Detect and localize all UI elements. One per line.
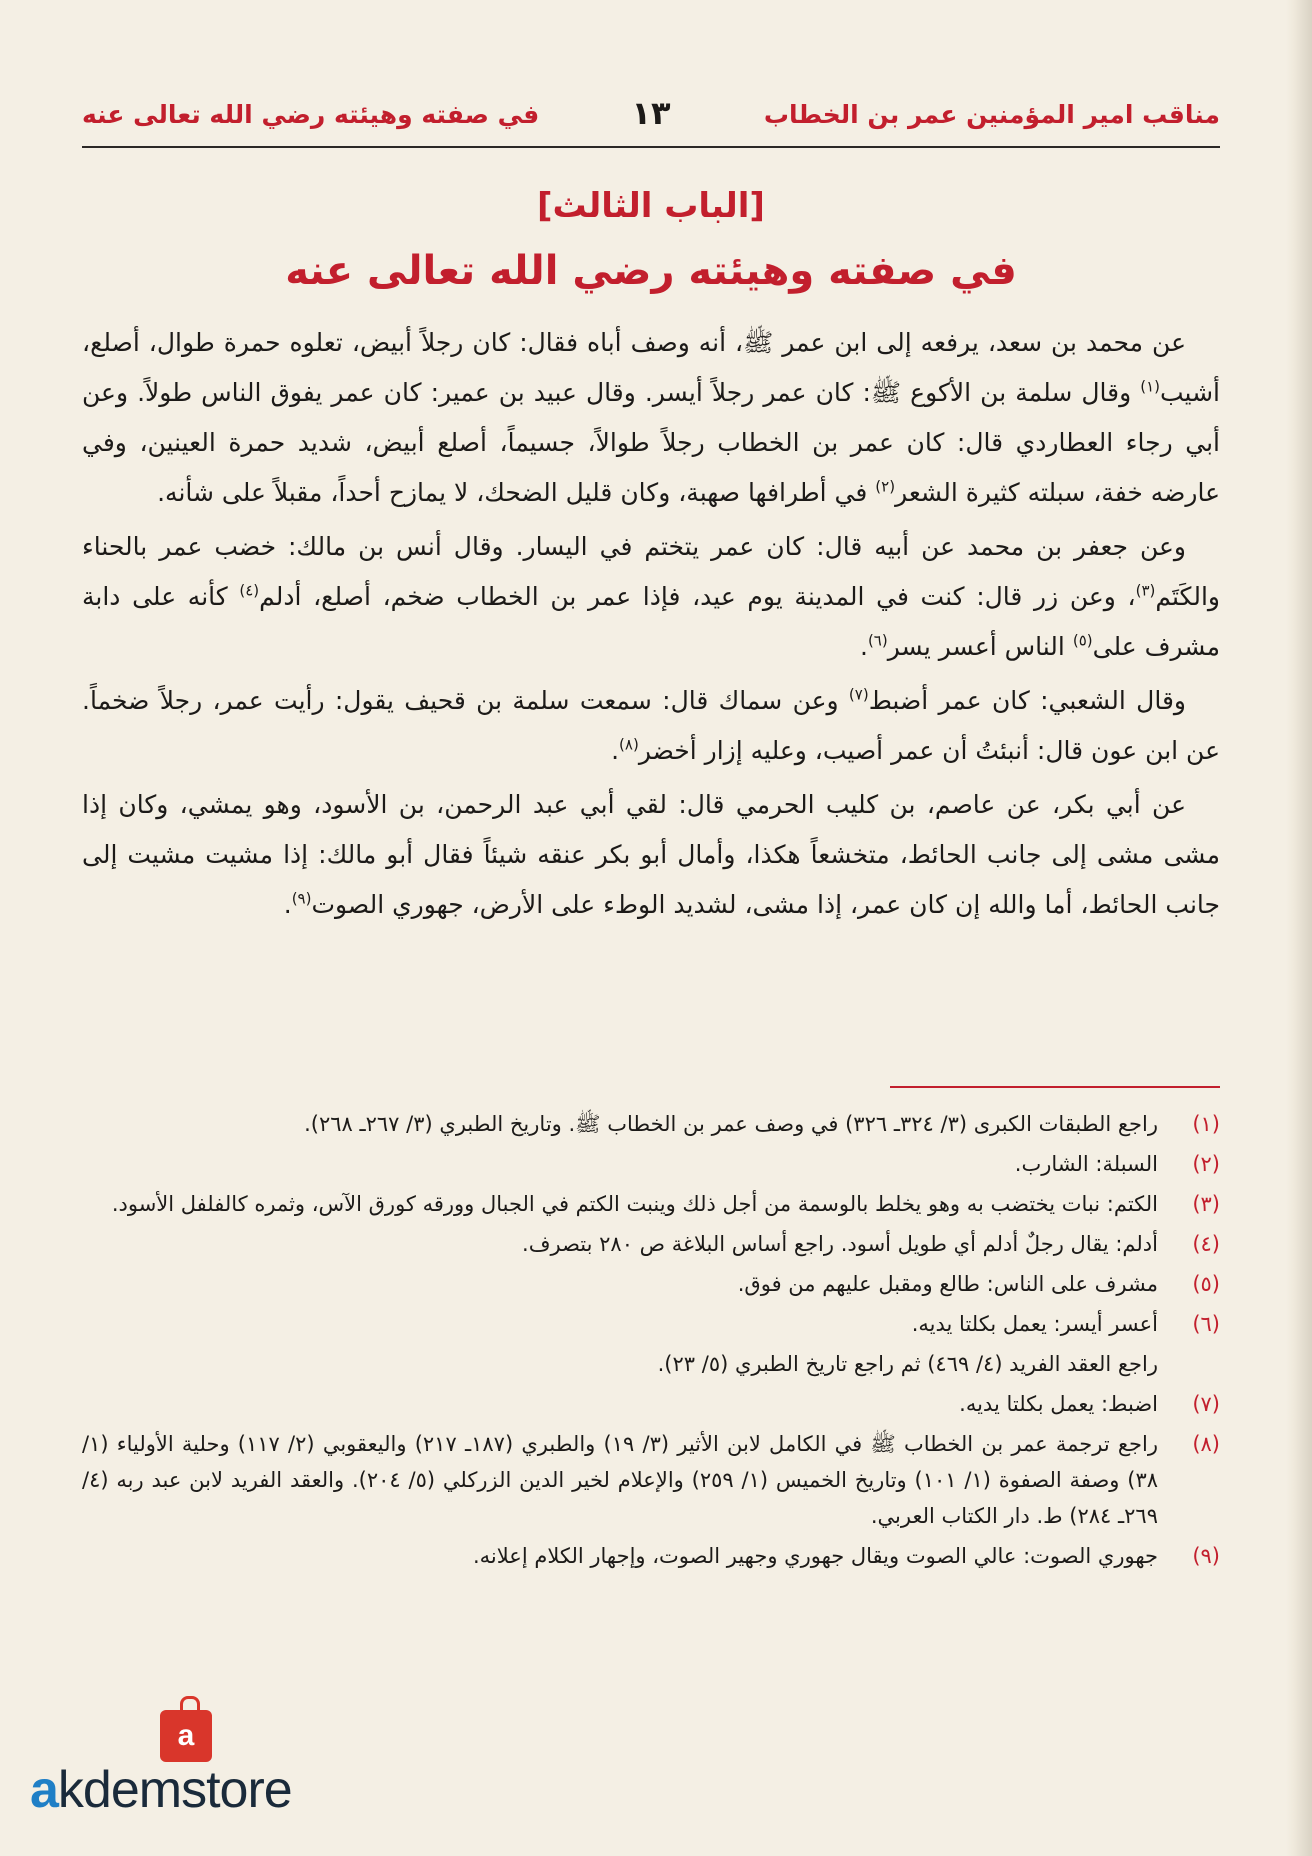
footnote-number: (٨): [1192, 1432, 1220, 1456]
header-rule: [82, 146, 1220, 148]
footnote-number: (٣): [1192, 1192, 1220, 1216]
footnote-text: السبلة: الشارب.: [1014, 1152, 1158, 1176]
akdemstore-watermark-logo: [30, 1710, 360, 1820]
footnote-item: [82, 1386, 1220, 1422]
footnote-text: أعسر أيسر: يعمل بكلتا يديه.: [911, 1312, 1158, 1336]
paragraph: [82, 780, 1220, 930]
footnote-marker[interactable]: (٨): [619, 735, 639, 754]
footnote-text: الكتم: نبات يختضب به وهو يخلط بالوسمة من أجل ذلك وينبت الكتم في الجبال وورقه كورق الآس، وثمره كالفلفل الأسود.: [111, 1192, 1158, 1216]
footnote-marker[interactable]: (١): [1140, 377, 1160, 396]
footnote-number: (٩): [1192, 1544, 1220, 1568]
logo-wordmark-text: kdemstore: [57, 1761, 292, 1819]
footnote-item: [82, 1106, 1220, 1142]
chapter-label: [الباب الثالث]: [537, 186, 765, 226]
footnote-item: [82, 1346, 1220, 1382]
book-spine-shadow: [1286, 0, 1312, 1856]
footnote-text: اضبط: يعمل بكلتا يديه.: [959, 1392, 1158, 1416]
paragraph-text: كأنه على دابة مشرف على: [82, 582, 1220, 661]
footnote-marker[interactable]: (٦): [867, 631, 888, 650]
paragraph-text: .: [859, 632, 868, 661]
footnote-text: مشرف على الناس: طالع ومقبل عليهم من فوق.: [737, 1272, 1158, 1296]
paragraph-text: عن محمد بن سعد، يرفعه إلى ابن عمر ﷺ، أنه وصف أباه فقال: كان رجلاً أبيض، تعلوه حمرة طوال، أصلع، أشيب: [82, 328, 1220, 407]
footnote-item: [82, 1426, 1220, 1534]
paragraph-text: في أطرافها صهبة، وكان قليل الضحك، لا يمازح أحداً، مقبلاً على شأنه.: [157, 478, 876, 507]
paragraph-text: وعن سماك قال: سمعت سلمة بن قحيف يقول: رأيت عمر، رجلاً ضخماً. عن ابن عون قال: أنبئتُ أن عمر أصيب، وعليه إزار أخضر: [82, 686, 1220, 765]
gift-box-icon: a: [160, 1710, 212, 1762]
paragraph-text: الناس أعسر يسر: [887, 632, 1073, 661]
paragraph: [82, 676, 1220, 776]
footnote-item: [82, 1186, 1220, 1222]
footnote-item: [82, 1226, 1220, 1262]
running-head-book-title: مناقب امير المؤمنين عمر بن الخطاب: [763, 100, 1220, 129]
footnote-text: أدلم: يقال رجلٌ أدلم أي طويل أسود. راجع أساس البلاغة ص ٢٨٠ بتصرف.: [522, 1232, 1158, 1256]
running-head-chapter-title: في صفته وهيئته رضي الله تعالى عنه: [82, 100, 540, 129]
paragraph-text: وقال الشعبي: كان عمر أضبط: [868, 686, 1186, 715]
footnote-item: [82, 1306, 1220, 1342]
logo-wordmark-prefix: a: [30, 1761, 58, 1819]
paragraph-text: .: [611, 736, 620, 765]
footnote-number: (١): [1192, 1112, 1220, 1136]
running-head: [82, 96, 1220, 136]
footnote-number: (٤): [1192, 1232, 1220, 1256]
footnote-text: راجع العقد الفريد (٤/ ٤٦٩) ثم راجع تاريخ الطبري (٥/ ٢٣).: [657, 1352, 1158, 1376]
page-number: ١٣: [631, 94, 671, 132]
footnote-number: (٦): [1192, 1312, 1220, 1336]
body-text: [82, 318, 1220, 934]
footnote-marker[interactable]: (٧): [848, 685, 869, 704]
footnote-item: [82, 1146, 1220, 1182]
paragraph-text: وقال سلمة بن الأكوع ﷺ: كان عمر رجلاً أيسر. وقال عبيد بن عمير: كان عمر يفوق الناس طولاً. وعن أبي رجاء العطاردي قال: كان عمر بن الخطاب رجلاً طوالاً، جسيماً، أصلع أبيض، شديد حمرة العينين، وفي عارضه خفة، سبلته كثيرة الشعر: [82, 378, 1220, 507]
paragraph-text: ، وعن زر قال: كنت في المدينة يوم عيد، فإذا عمر بن الخطاب ضخم، أصلع، أدلم: [259, 582, 1136, 611]
footnote-marker[interactable]: (٢): [875, 477, 896, 496]
footnote-item: [82, 1266, 1220, 1302]
footnote-marker[interactable]: (٤): [239, 581, 260, 600]
footnote-number: (٧): [1192, 1392, 1220, 1416]
footnote-number: (٢): [1192, 1152, 1220, 1176]
paragraph: [82, 318, 1220, 518]
footnote-separator: [890, 1086, 1220, 1088]
footnote-marker[interactable]: (٣): [1135, 581, 1156, 600]
paragraph-text: عن أبي بكر، عن عاصم، بن كليب الحرمي قال: لقي أبي عبد الرحمن، بن الأسود، وهو يمشي، وكان إذا مشى مشى إلى جانب الحائط، متخشعاً هكذا، وأمال أبو بكر عنقه شيئاً فقال أبو مالك: إذا مشيت مشيت إلى جانب الحائط، أما والله إن كان عمر، إذا مشى، لشديد الوطء على الأرض، جهوري الصوت: [82, 790, 1220, 919]
footnote-marker[interactable]: (٩): [291, 889, 312, 908]
footnote-marker[interactable]: (٥): [1072, 631, 1093, 650]
footnote-number: (٥): [1192, 1272, 1220, 1296]
paragraph: [82, 522, 1220, 672]
paragraph-text: .: [283, 890, 292, 919]
chapter-title: في صفته وهيئته رضي الله تعالى عنه: [285, 248, 1017, 294]
logo-wordmark: [30, 1760, 292, 1820]
footnote-text: راجع الطبقات الكبرى (٣/ ٣٢٤ـ ٣٢٦) في وصف عمر بن الخطاب ﷺ. وتاريخ الطبري (٣/ ٢٦٧ـ ٢٦٨).: [304, 1112, 1158, 1136]
footnotes: [82, 1106, 1220, 1578]
footnote-text: جهوري الصوت: عالي الصوت ويقال جهوري وجهير الصوت، وإجهار الكلام إعلانه.: [472, 1544, 1158, 1568]
footnote-text: راجع ترجمة عمر بن الخطاب ﷺ في الكامل لابن الأثير (٣/ ١٩) والطبري (١٨٧ـ ٢١٧) واليعقوبي (٢/ ١١٧) وحلية الأولياء (١/ ٣٨) وصفة الصفوة (١/ ١٠١) وتاريخ الخميس (١/ ٢٥٩) والإعلام لخير الدين الزركلي (٥/ ٢٠٤). والعقد الفريد لابن عبد ربه (٤/ ٢٦٩ـ ٢٨٤) ط. دار الكتاب العربي.: [82, 1432, 1158, 1528]
footnote-item: [82, 1538, 1220, 1574]
paragraph-text: وعن جعفر بن محمد عن أبيه قال: كان عمر يتختم في اليسار. وقال أنس بن مالك: خضب عمر بالحناء والكَتَم: [82, 532, 1220, 611]
